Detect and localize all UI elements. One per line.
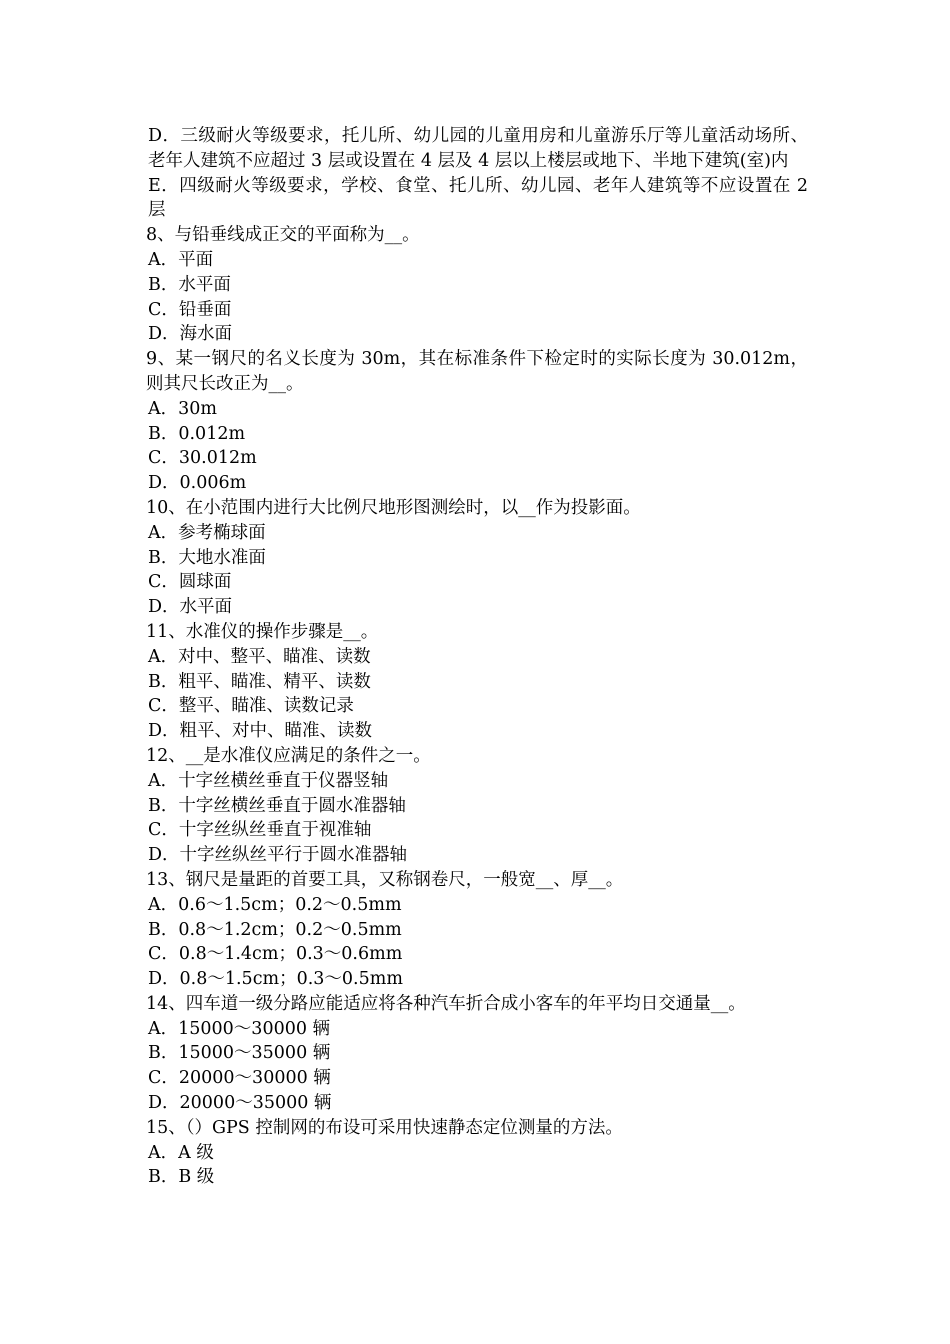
- document-body: [146, 124, 808, 1190]
- question-11: 11、水准仪的操作步骤是__。: [146, 621, 379, 642]
- question-12-option-d: D．十字丝纵丝平行于圆水准器轴: [148, 845, 408, 866]
- question-8-option-a: A．平面: [148, 249, 214, 270]
- question-9-option-d: D．0.006m: [148, 473, 247, 494]
- question-11-option-a: A．对中、整平、瞄准、读数: [148, 646, 371, 667]
- question-14: 14、四车道一级分路应能适应将各种汽车折合成小客车的年平均日交通量__。: [146, 993, 746, 1014]
- option-d-fire-rating-3: D．三级耐火等级要求，托儿所、幼儿园的儿童用房和儿童游乐厅等儿童活动场所、老年人建筑不应超过 3 层或设置在 4 层及 4 层以上楼层或地下、半地下建筑(室)内: [148, 126, 808, 171]
- question-9-option-b: B．0.012m: [148, 423, 246, 444]
- question-10-option-a: A．参考椭球面: [148, 522, 266, 543]
- question-13-option-b: B．0.8～1.2cm；0.2～0.5mm: [148, 919, 402, 940]
- question-13-option-d: D．0.8～1.5cm；0.3～0.5mm: [148, 969, 403, 990]
- question-8: 8、与铅垂线成正交的平面称为__。: [146, 225, 420, 246]
- question-15: 15、（）GPS 控制网的布设可采用快速静态定位测量的方法。: [146, 1117, 623, 1138]
- question-9-option-c: C．30.012m: [148, 448, 257, 469]
- question-8-option-d: D．海水面: [148, 324, 233, 345]
- question-10-option-c: C．圆球面: [148, 572, 232, 593]
- question-8-option-c: C．铅垂面: [148, 299, 232, 320]
- question-15-option-b: B．B 级: [148, 1167, 215, 1188]
- question-12-option-c: C．十字丝纵丝垂直于视准轴: [148, 820, 372, 841]
- question-11-option-d: D．粗平、对中、瞄准、读数: [148, 721, 373, 742]
- question-10-option-d: D．水平面: [148, 597, 233, 618]
- question-14-option-c: C．20000～30000 辆: [148, 1068, 331, 1089]
- question-13-option-c: C．0.8～1.4cm；0.3～0.6mm: [148, 944, 403, 965]
- question-15-option-a: A．A 级: [148, 1142, 214, 1163]
- question-10: 10、在小范围内进行大比例尺地形图测绘时，以__作为投影面。: [146, 497, 641, 518]
- question-11-option-c: C．整平、瞄准、读数记录: [148, 696, 354, 717]
- question-13: 13、钢尺是量距的首要工具，又称钢卷尺，一般宽__、厚__。: [146, 869, 624, 890]
- question-12-option-a: A．十字丝横丝垂直于仪器竖轴: [148, 770, 389, 791]
- question-10-option-b: B．大地水准面: [148, 547, 266, 568]
- option-e-fire-rating-4: E．四级耐火等级要求，学校、食堂、托儿所、幼儿园、老年人建筑等不应设置在 2 层: [148, 175, 808, 221]
- question-9: 9、某一钢尺的名义长度为 30m，其在标准条件下检定时的实际长度为 30.012m，则其尺长改正为__。: [146, 349, 808, 394]
- question-12-option-b: B．十字丝横丝垂直于圆水准器轴: [148, 795, 406, 816]
- question-14-option-d: D．20000～35000 辆: [148, 1093, 332, 1114]
- question-8-option-b: B．水平面: [148, 274, 231, 295]
- question-14-option-b: B．15000～35000 辆: [148, 1043, 331, 1064]
- question-13-option-a: A．0.6～1.5cm；0.2～0.5mm: [148, 894, 402, 915]
- question-9-option-a: A．30m: [148, 398, 218, 419]
- question-11-option-b: B．粗平、瞄准、精平、读数: [148, 671, 371, 692]
- question-14-option-a: A．15000～30000 辆: [148, 1018, 331, 1039]
- question-12: 12、__是水准仪应满足的条件之一。: [146, 745, 431, 766]
